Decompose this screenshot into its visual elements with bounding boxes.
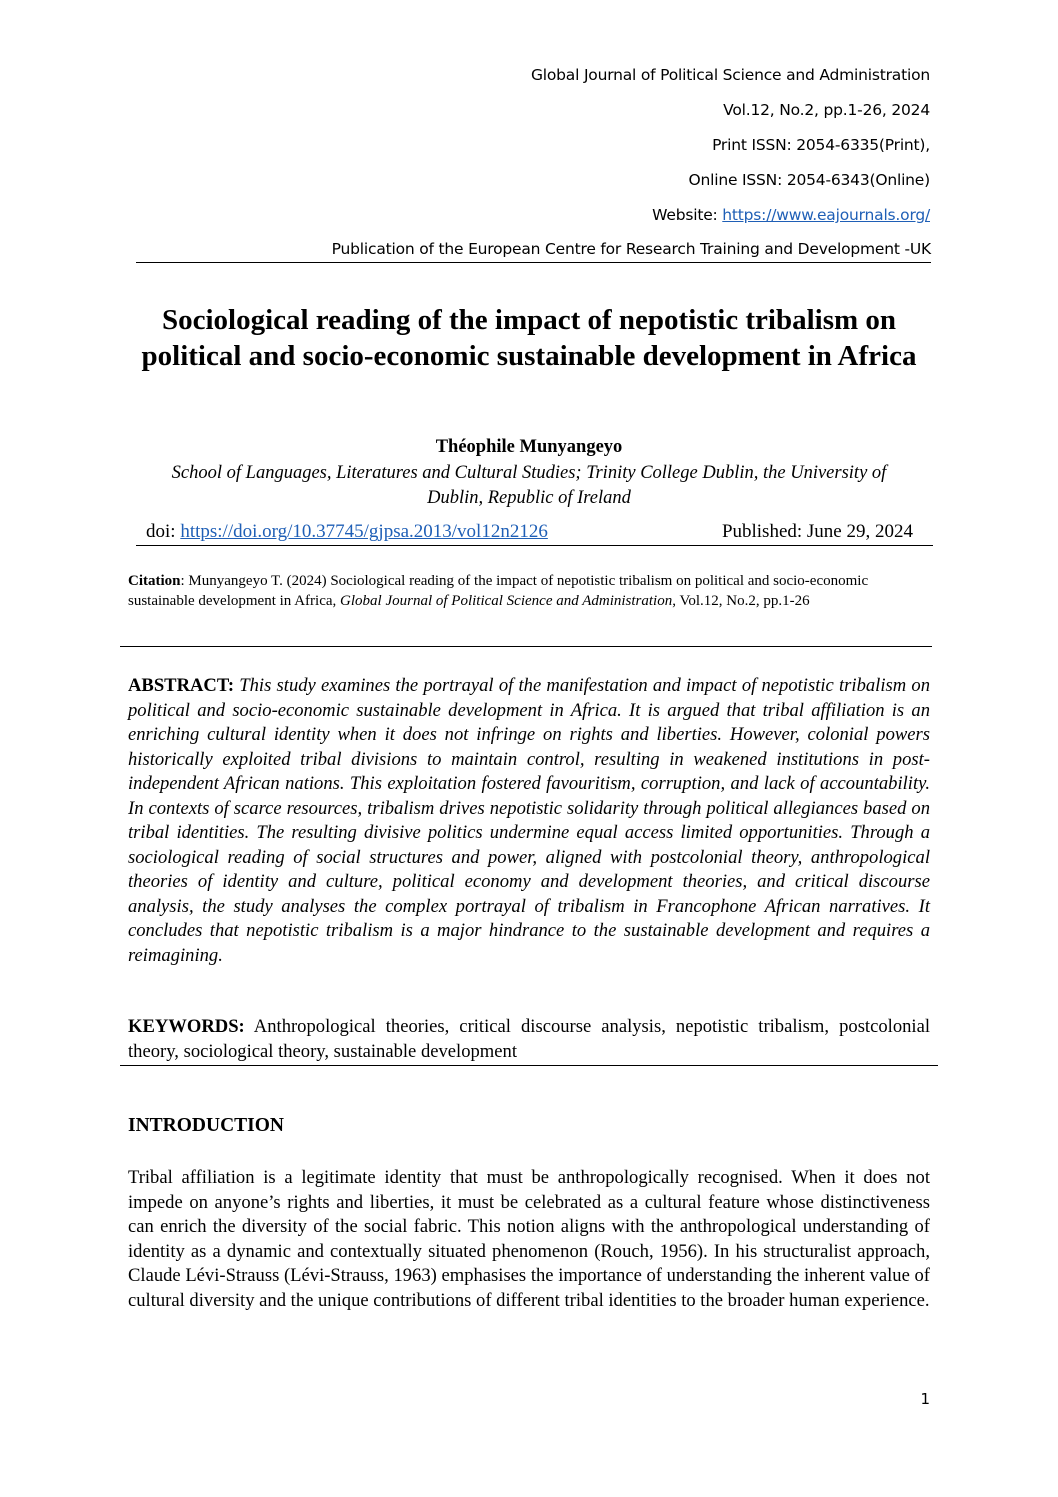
citation-text-after: , Vol.12, No.2, pp.1-26 [672, 592, 810, 609]
citation-text-before: : Munyangeyo T. (2024) Sociological reading of the impact of nepotistic tribalism on political and socio-economic sustainable development in Africa, [128, 573, 869, 609]
introduction-heading: INTRODUCTION [128, 1115, 285, 1136]
website-label: Website: [652, 206, 723, 224]
publisher-line [136, 240, 931, 263]
author-affiliation: School of Languages, Literatures and Cultural Studies; Trinity College Dublin, the University of Dublin, Republic of Ireland [171, 463, 887, 508]
publisher-text: Publication of the European Centre for Research Training and Development -UK [331, 240, 931, 258]
abstract-text: This study examines the portrayal of the manifestation and impact of nepotistic tribalism on political and socio-economic sustainable development in Africa. It is argued that tribal affiliation is an enriching cultural identity when it does not infringe on rights and liberties. However, colonial powers historically exploited tribal divisions to maintain control, resulting in weakened institutions in post-independent African nations. This exploitation fostered favouritism, corruption, and lack of accountability. In contexts of scarce resources, tribalism drives nepotistic solidarity through political allegiances based on tribal identities. The resulting divisive politics undermine equal access limited opportunities. Through a sociological reading of social structures and power, aligned with postcolonial theory, anthropological theories of identity and culture, political economy and development theories, and critical discourse analysis, the study analyses the complex portrayal of tribalism in Francophone African narratives. It concludes that nepotistic tribalism is a major hindrance to the sustainable development and requires a reimagining. [128, 675, 930, 966]
journal-volume: Vol.12, No.2, pp.1-26, 2024 [723, 101, 930, 119]
keywords [128, 1015, 930, 1064]
website-link[interactable]: https://www.eajournals.org/ [722, 206, 930, 224]
author-name: Théophile Munyangeyo [435, 437, 623, 457]
abstract-label: ABSTRACT: [128, 675, 235, 696]
citation-label: Citation [128, 573, 181, 589]
published-date: Published: June 29, 2024 [721, 521, 913, 542]
keywords-text: Anthropological theories, critical discourse analysis, nepotistic tribalism, postcolonial theory, sociological theory, sustainable development [128, 1016, 930, 1062]
abstract [128, 674, 930, 968]
online-issn: Online ISSN: 2054-6343(Online) [688, 171, 930, 189]
introduction-paragraph: Tribal affiliation is a legitimate identity that must be anthropologically recognised. When it does not impede on anyone’s rights and liberties, it must be celebrated as a cultural feature whose distinctiveness can enrich the diversity of the social fabric. This notion aligns with the anthropological understanding of identity as a dynamic and contextually situated phenomenon (Rouch, 1956). In his structuralist approach, Claude Lévi-Strauss (Lévi-Strauss, 1963) emphasises the importance of understanding the inherent value of cultural diversity and the unique contributions of different tribal identities to the broader human experience. [128, 1167, 930, 1311]
doi-row [136, 521, 933, 546]
doi-label: doi: [146, 521, 181, 542]
citation-journal: Global Journal of Political Science and Administration [340, 592, 673, 609]
doi [146, 521, 548, 543]
journal-name: Global Journal of Political Science and Administration [530, 66, 930, 84]
keywords-label: KEYWORDS: [128, 1016, 245, 1037]
page-number: 1 [920, 1390, 930, 1408]
keywords-divider [120, 1065, 938, 1066]
doi-link[interactable]: https://doi.org/10.37745/gjpsa.2013/vol12n2126 [180, 521, 548, 542]
article-title: Sociological reading of the impact of nepotistic tribalism on political and socio-economic sustainable development in Africa [141, 304, 917, 372]
citation [128, 572, 938, 611]
citation-divider [120, 646, 932, 647]
website-line [652, 206, 930, 224]
print-issn: Print ISSN: 2054-6335(Print), [712, 136, 930, 154]
